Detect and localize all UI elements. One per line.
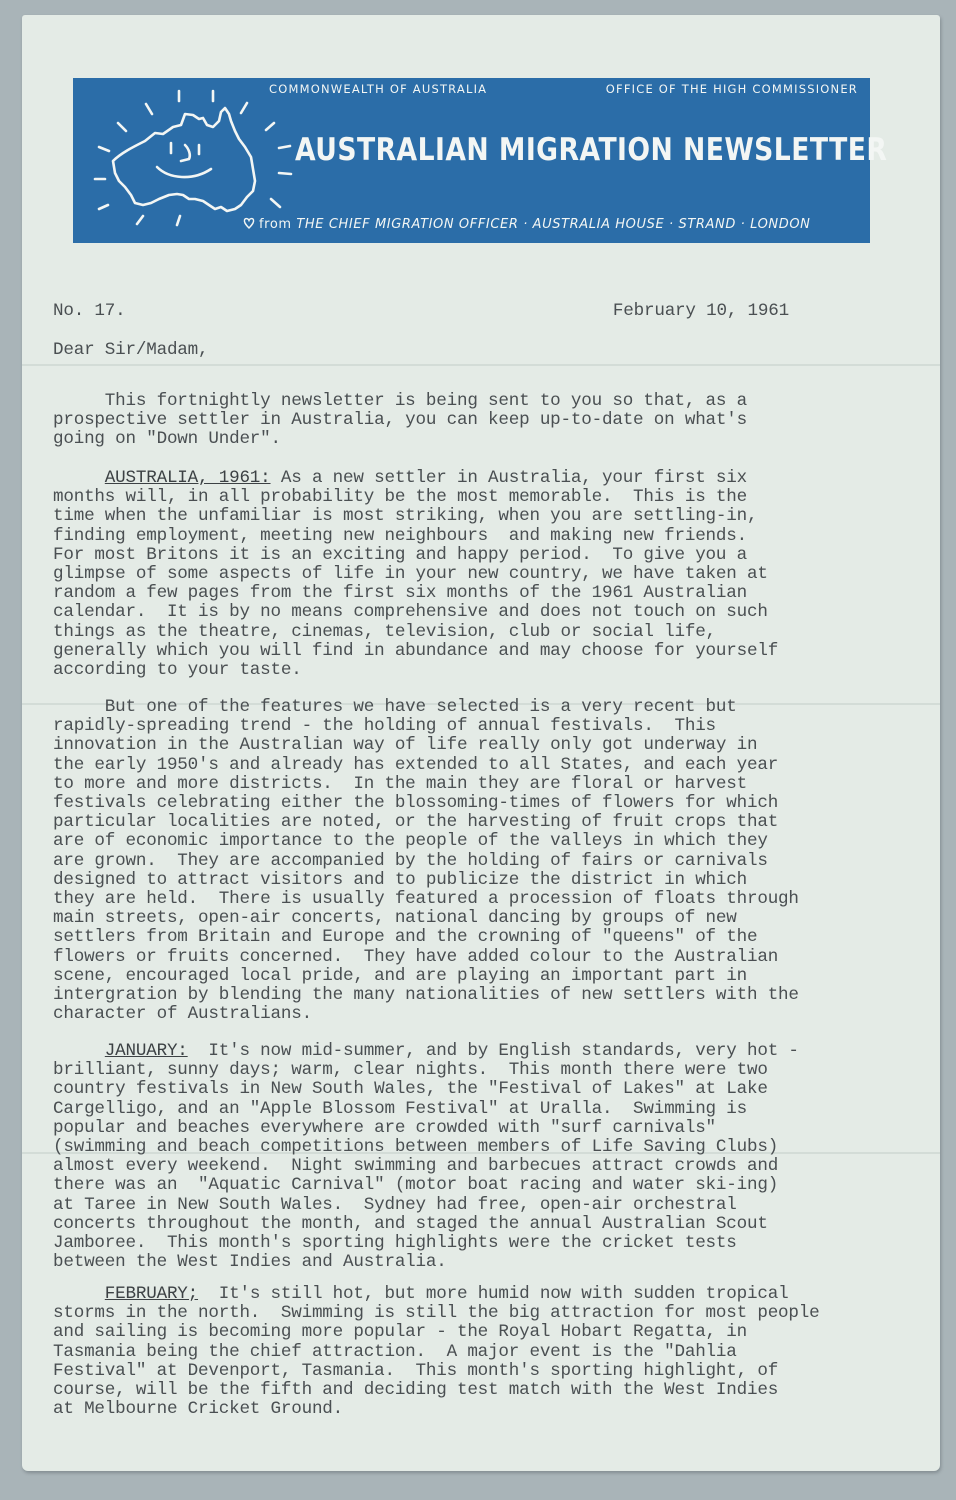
paper-fold-line (22, 364, 940, 366)
intro-paragraph: This fortnightly newsletter is being sent to you so that, as a prospective settler in Australia, you can keep up-to-date on what's going on "Down Under". (53, 391, 747, 450)
february-paragraph: FEBRUARY; It's still hot, but more humid now with sudden tropical storms in the north. Swimming is still the big attraction for most people and sailing is becoming more popular - the Royal Hobart Regatta, in Tasmania being the chief attraction. A major event is the "Dahlia Festival" at Devenport, Tasmania. This month's sporting highlight, of course, will be the fifth and deciding test match with the West Indies at Melbourne Cricket Ground. (53, 1284, 820, 1420)
office-label: OFFICE OF THE HIGH COMMISSIONER (605, 82, 858, 96)
section-heading-february: FEBRUARY; (104, 1284, 199, 1304)
masthead-banner (73, 78, 888, 243)
smiling-australia-map-icon (93, 81, 293, 239)
section-heading-australia-1961: AUSTRALIA, 1961: (104, 468, 271, 488)
australia-1961-paragraph: AUSTRALIA, 1961: As a new settler in Australia, your first six months will, in all probability be the most memorable. This is the time when the unfamiliar is most striking, when you are settling-in, finding employment, meeting new neighbours and making new friends. For most Britons it is an exciting and happy period. To give you a glimpse of some aspects of life in your new country, we have taken at random a few pages from the first six months of the 1961 Australian calendar. It is by no means comprehensive and does not touch on such things as the theatre, cinemas, television, club or social life, generally which you will find in abundance and may choose for yourself according to your taste. (53, 468, 779, 681)
salutation: Dear Sir/Madam, (53, 340, 209, 360)
issue-date: February 10, 1961 (612, 301, 789, 321)
heart-icon (243, 217, 255, 229)
section-heading-january: JANUARY: (104, 1041, 188, 1061)
newsletter-title: AUSTRALIAN MIGRATION NEWSLETTER (295, 132, 888, 168)
festivals-paragraph: But one of the features we have selected is a very recent but rapidly-spreading trend - the holding of annual festivals. This innovation in the Australian way of life really only got underway in the early 1950's and already has extended to all States, and each year to more and more districts. In the main they are floral or harvest festivals celebrating either the blossoming-times of flowers for which particular localities are noted, or the harvesting of fruit crops that are of economic importance to the people of the valleys in which they are grown. They are accompanied by the holding of fairs or carnivals designed to attract visitors and to publicize the district in which they are held. There is usually featured a procession of floats through main streets, open-air concerts, national dancing by groups of new settlers from Britain and Europe and the crowning of "queens" of the flowers or fruits concerned. They have added colour to the Australian scene, encouraged local pride, and are playing an important part in intergration by blending the many nationalities of new settlers with the character of Australians. (53, 697, 799, 1025)
issuer-label: COMMONWEALTH OF AUSTRALIA (269, 82, 488, 96)
january-paragraph: JANUARY: It's now mid-summer, and by English standards, very hot - brilliant, sunny days; warm, clear nights. This month there were two country festivals in New South Wales, the "Festival of Lakes" at Lake Cargelligo, and an "Apple Blossom Festival" at Uralla. Swimming is popular and beaches everywhere are crowded with "surf carnivals" (swimming and beach competitions between members of Life Saving Clubs) almost every weekend. Night swimming and barbecues attract crowds and there was an "Aquatic Carnival" (motor boat racing and water ski-ing) at Taree in New South Wales. Sydney had free, open-air orchestral concerts throughout the month, and staged the annual Australian Scout Jamboree. This month's sporting highlights were the cricket tests between the West Indies and Australia. (53, 1041, 799, 1273)
sender-address: THE CHIEF MIGRATION OFFICER · AUSTRALIA HOUSE · STRAND · LONDON (296, 217, 811, 232)
issue-number: No. 17. (53, 301, 126, 321)
from-prefix: from (259, 217, 292, 232)
sender-line (243, 217, 862, 232)
